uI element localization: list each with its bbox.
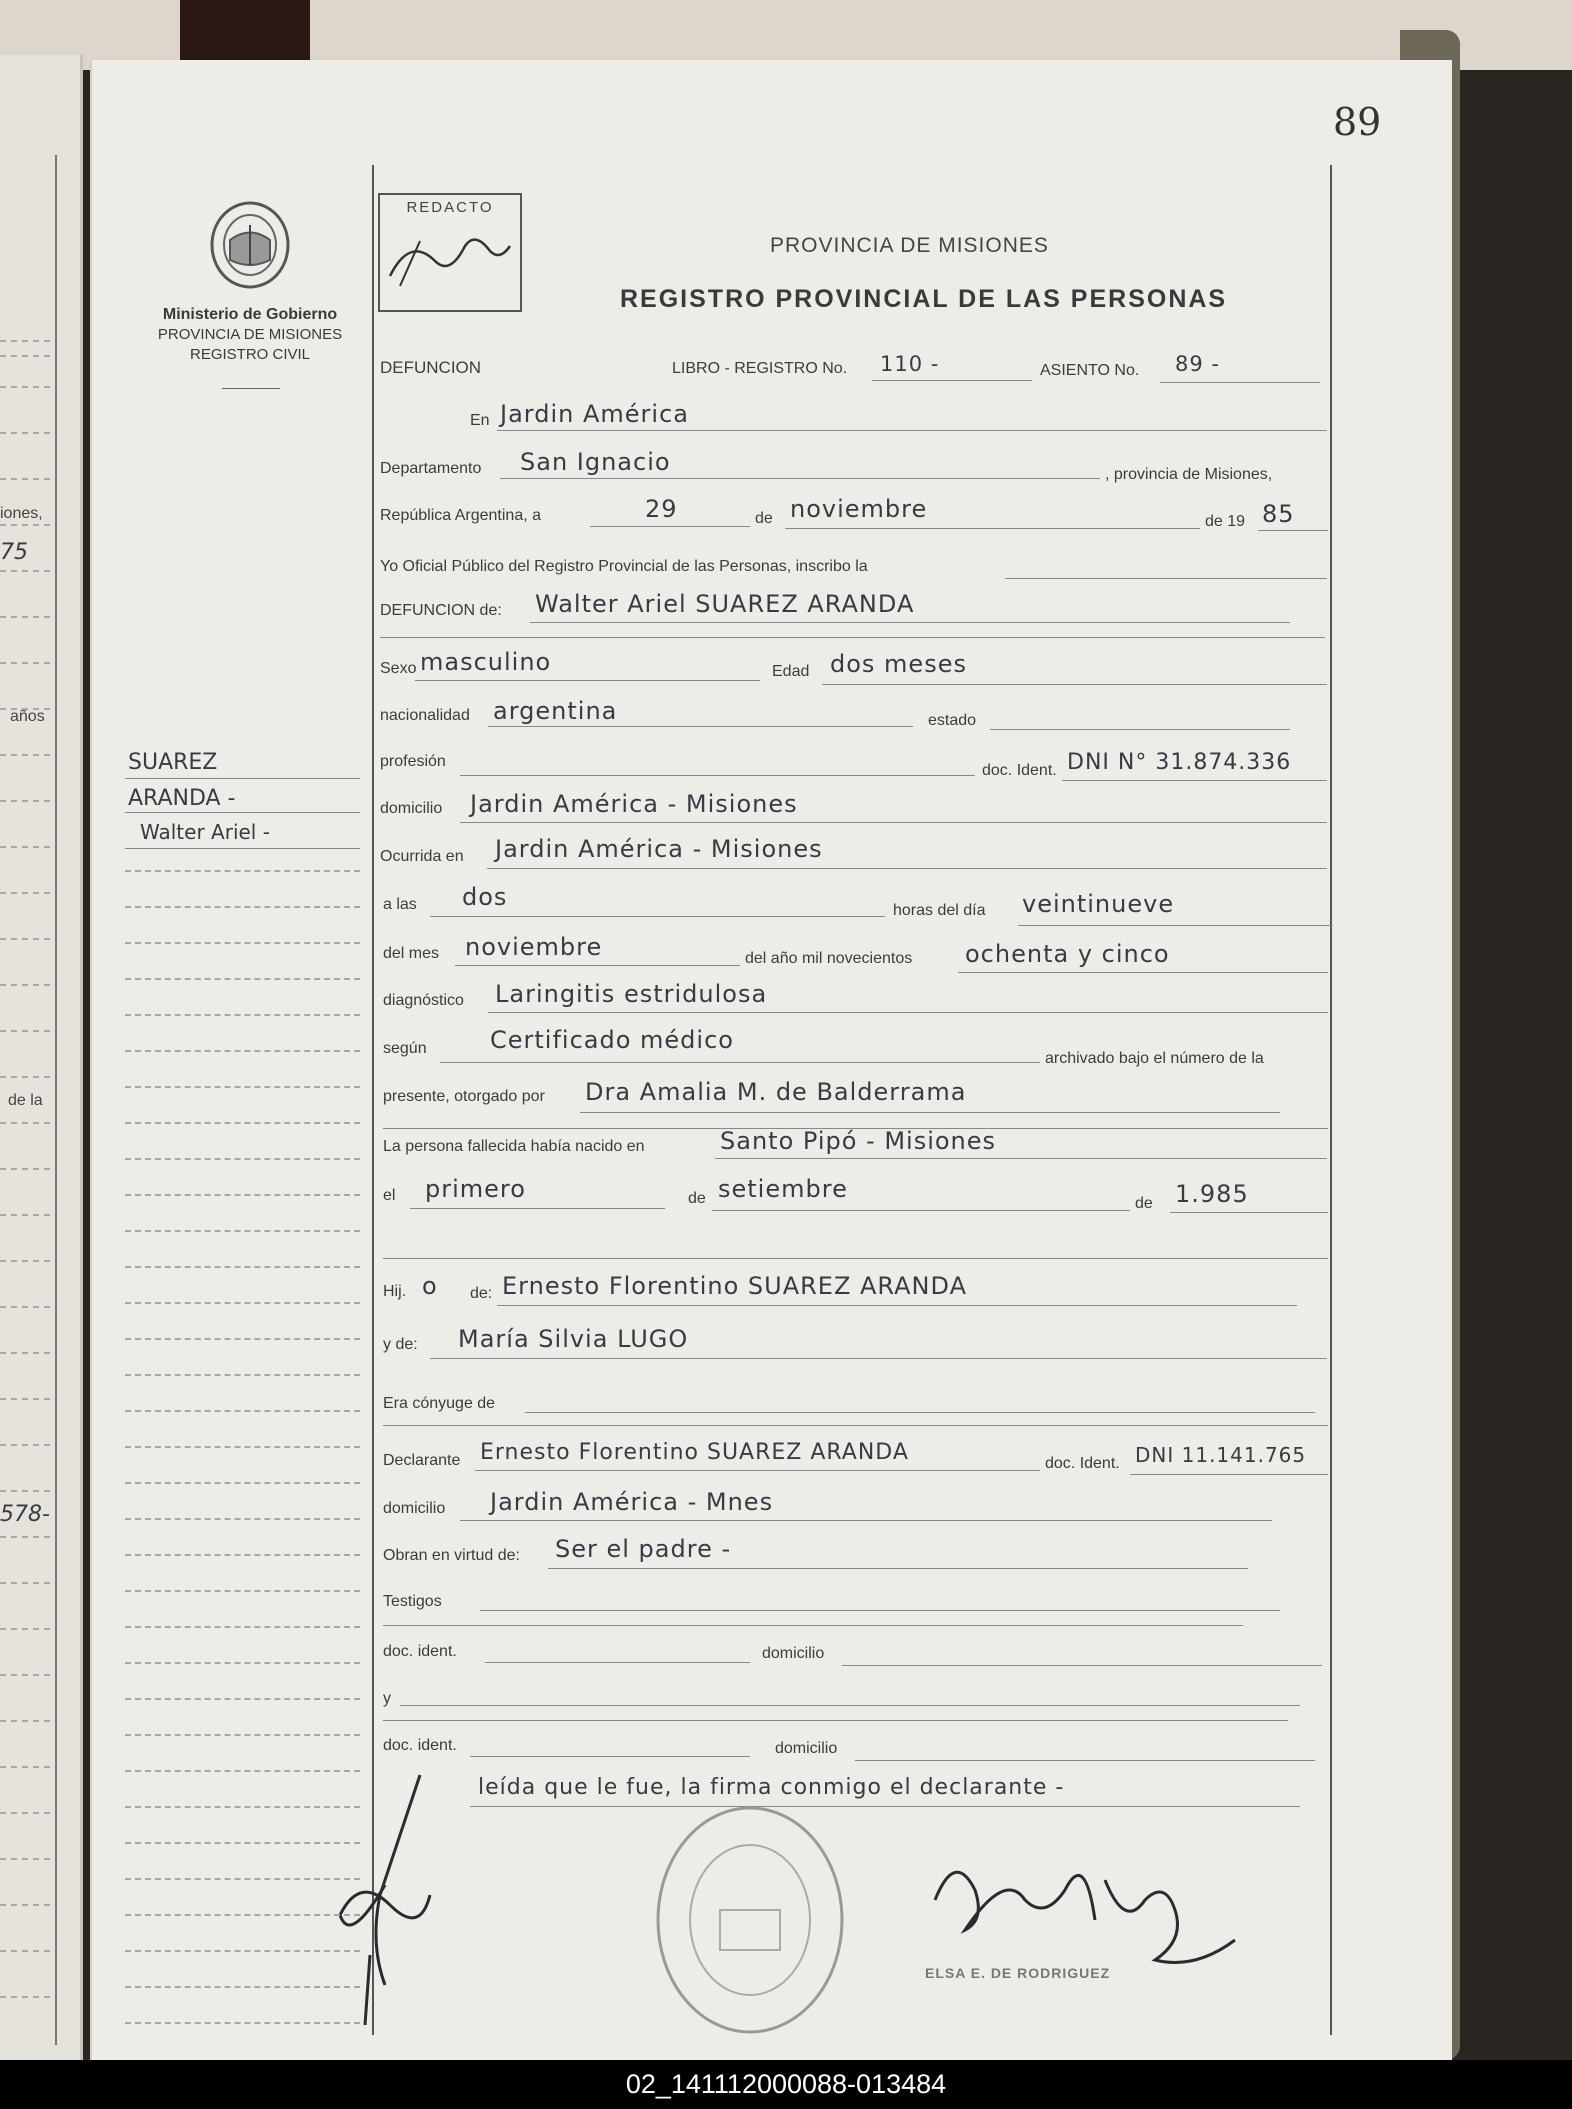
margin-ledger-line	[125, 1950, 360, 1952]
margin-ledger-line	[125, 1626, 360, 1628]
left-page-ledger-line	[0, 432, 50, 434]
domicilio3-label: domicilio	[762, 1645, 825, 1662]
left-facing-page	[0, 55, 83, 2065]
ocurrida-value: Jardin América - Misiones	[495, 835, 823, 863]
doc-ident-value: DNI N° 31.874.336	[1067, 750, 1292, 775]
left-page-ledger-line	[0, 708, 50, 710]
left-page-ledger-line	[0, 1812, 50, 1814]
de-label: de	[755, 510, 773, 527]
y-rule	[400, 1705, 1300, 1706]
republica-label: República Argentina, a	[380, 507, 541, 524]
margin-ledger-line	[125, 1086, 360, 1088]
ministry-underline	[222, 388, 280, 389]
defuncion-label: DEFUNCION	[380, 358, 482, 377]
diagnostico-rule	[488, 1012, 1328, 1013]
margin-ledger-line	[125, 1878, 360, 1880]
ocurrida-label: Ocurrida en	[380, 848, 464, 865]
left-page-ledger-line	[0, 1490, 50, 1492]
defuncion-de-value: Walter Ariel SUAREZ ARANDA	[535, 590, 915, 618]
el-label: el	[383, 1187, 396, 1204]
left-rule	[0, 355, 50, 357]
left-page-ledger-line	[0, 800, 50, 802]
profesion-rule	[460, 775, 975, 776]
left-page-ledger-line	[0, 340, 50, 342]
anio-value: 85	[1262, 500, 1295, 528]
el-rule	[410, 1208, 665, 1209]
left-page-ledger-line	[0, 984, 50, 986]
de-anio-label: de	[1135, 1195, 1153, 1212]
departamento-rule	[500, 478, 1100, 479]
sexo-rule	[415, 680, 760, 681]
de-anio-rule	[1170, 1212, 1328, 1213]
en-label: En	[470, 412, 490, 429]
segun-label: según	[383, 1040, 427, 1057]
left-page-ledger-line	[0, 662, 50, 664]
margin-ledger-line	[125, 1302, 360, 1304]
horas-rule	[1018, 925, 1333, 926]
margin-note-line1: SUAREZ	[128, 750, 218, 775]
de-mes-rule	[712, 1210, 1130, 1211]
asiento-value: 89 -	[1175, 352, 1220, 376]
left-page-ledger-line	[0, 1030, 50, 1032]
presente-label: presente, otorgado por	[383, 1088, 545, 1105]
margin-ledger-line	[125, 1914, 360, 1916]
anio-rule	[1258, 530, 1328, 531]
left-page-ledger-line	[0, 1858, 50, 1860]
conyuge-rule	[525, 1412, 1315, 1413]
left-page-ledger-line	[0, 1950, 50, 1952]
registry-heading: REGISTRO PROVINCIAL DE LAS PERSONAS	[620, 285, 1228, 313]
domicilio-value: Jardin América - Misiones	[470, 790, 798, 818]
defuncion-rule2	[380, 637, 1325, 638]
domicilio2-label: domicilio	[383, 1500, 446, 1517]
doc-ident2-rule	[1130, 1474, 1328, 1475]
ocurrida-rule	[487, 868, 1327, 869]
estado-label: estado	[928, 712, 977, 729]
mes-value: noviembre	[790, 495, 928, 523]
stamp-text: ELSA E. DE RODRIGUEZ	[925, 1965, 1111, 1981]
anio-mil-value: ochenta y cinco	[965, 940, 1170, 968]
sexo-label: Sexo	[380, 660, 417, 677]
margin-ledger-line	[125, 1518, 360, 1520]
departamento-label: Departamento	[380, 460, 482, 477]
sexo-value: masculino	[420, 648, 552, 676]
madre-rule	[430, 1358, 1327, 1359]
madre-value: María Silvia LUGO	[458, 1325, 689, 1353]
ministry-province: PROVINCIA DE MISIONES	[157, 326, 343, 343]
left-page-ledger-line	[0, 1766, 50, 1768]
domicilio2-value: Jardin América - Mnes	[490, 1488, 774, 1516]
margin-ledger-line	[125, 1194, 360, 1196]
page-number: 89	[1333, 100, 1382, 144]
y-label: y	[383, 1690, 391, 1707]
left-page-ledger-line	[0, 1904, 50, 1906]
nacionalidad-value: argentina	[493, 697, 618, 725]
domicilio-label: domicilio	[380, 800, 443, 817]
padre-rule	[497, 1305, 1297, 1306]
horas-value: veintinueve	[1022, 890, 1175, 918]
margin-ledger-line	[125, 1806, 360, 1808]
libro-value: 110 -	[880, 352, 940, 376]
left-fragment: 578-	[0, 1502, 50, 1527]
departamento-value: San Ignacio	[520, 448, 671, 476]
estado-rule	[990, 729, 1290, 730]
presente-rule	[580, 1112, 1280, 1113]
margin-ledger-line	[125, 1158, 360, 1160]
doc-ident2-label: doc. Ident.	[1045, 1455, 1120, 1472]
de-19-label: de 19	[1205, 513, 1246, 530]
a-las-label: a las	[383, 896, 417, 913]
del-mes-value: noviembre	[465, 933, 603, 961]
conyuge-label: Era cónyuge de	[383, 1395, 496, 1412]
left-page-ledger-line	[0, 478, 50, 480]
oficial-text: Yo Oficial Público del Registro Provincial de las Personas, inscribo la	[380, 558, 868, 575]
segun-rule	[440, 1062, 1040, 1063]
domicilio4-rule	[855, 1760, 1315, 1761]
margin-ledger-line	[125, 1986, 360, 1988]
domicilio4-label: domicilio	[775, 1740, 838, 1757]
margin-ledger-line	[125, 1554, 360, 1556]
nacido-rule	[715, 1158, 1327, 1159]
obran-value: Ser el padre -	[555, 1535, 732, 1563]
declarante-value: Ernesto Florentino SUAREZ ARANDA	[480, 1440, 909, 1465]
left-page-ledger-line	[0, 1214, 50, 1216]
defuncion-rule	[530, 622, 1290, 623]
declarante-label: Declarante	[383, 1452, 461, 1469]
en-rule	[497, 430, 1327, 431]
margin-note-rule	[125, 778, 360, 779]
margin-ledger-line	[125, 1338, 360, 1340]
de-mes-value: setiembre	[718, 1175, 848, 1203]
de-mes-label: de	[688, 1190, 706, 1207]
margin-ledger-line	[125, 870, 360, 872]
official-seal-icon	[650, 1800, 850, 2040]
coat-of-arms-icon	[205, 195, 295, 295]
left-page-ledger-line	[0, 1582, 50, 1584]
left-page-ledger-line	[0, 754, 50, 756]
left-page-ledger-line	[0, 1398, 50, 1400]
left-page-ledger-line	[0, 1536, 50, 1538]
margin-note-line3: Walter Ariel -	[140, 820, 270, 844]
hij-de-label: de:	[470, 1285, 493, 1302]
margin-ledger-line	[125, 1590, 360, 1592]
doc-ident4-rule	[470, 1756, 750, 1757]
doc-ident3-label: doc. ident.	[383, 1643, 457, 1660]
dia-value: 29	[645, 495, 678, 523]
closing-rule	[470, 1806, 1300, 1807]
provincia-suffix: , provincia de Misiones,	[1105, 466, 1273, 483]
margin-ledger-line	[125, 1122, 360, 1124]
left-page-ledger-line	[0, 386, 50, 388]
doc-ident-rule	[1062, 780, 1327, 781]
left-page-ledger-line	[0, 1720, 50, 1722]
closing-text: leída que le fue, la firma conmigo el declarante -	[478, 1775, 1065, 1800]
anio-mil-label: del año mil novecientos	[745, 950, 913, 967]
margin-ledger-line	[125, 978, 360, 980]
doc-ident2-value: DNI 11.141.765	[1135, 1443, 1307, 1467]
ministry-block	[135, 305, 365, 365]
domicilio2-rule	[460, 1520, 1272, 1521]
left-page-ledger-line	[0, 1076, 50, 1078]
a-las-value: dos	[462, 883, 508, 911]
obran-label: Obran en virtud de:	[383, 1547, 520, 1564]
dia-rule	[590, 526, 750, 527]
defuncion-de-label: DEFUNCION de:	[380, 602, 502, 619]
doc-ident3-rule	[485, 1662, 750, 1663]
archivado-label: archivado bajo el número de la	[1045, 1050, 1264, 1067]
redacto-box	[378, 193, 522, 312]
asiento-label: ASIENTO No.	[1040, 362, 1140, 379]
margin-ledger-line	[125, 1374, 360, 1376]
profesion-label: profesión	[380, 753, 446, 770]
edad-rule	[822, 684, 1327, 685]
declarante-rule	[475, 1470, 1040, 1471]
signature-icon	[915, 1810, 1275, 1990]
left-page-ledger-line	[0, 1306, 50, 1308]
form-left-border	[372, 165, 374, 2035]
left-page-ledger-line	[0, 570, 50, 572]
segun-value: Certificado médico	[490, 1026, 734, 1054]
margin-ledger-line	[125, 1266, 360, 1268]
margin-ledger-line	[125, 942, 360, 944]
margin-ledger-line	[125, 906, 360, 908]
en-value: Jardin América	[500, 400, 689, 428]
ministry-registry: REGISTRO CIVIL	[189, 346, 311, 363]
diagnostico-label: diagnóstico	[383, 992, 464, 1009]
horas-label: horas del día	[893, 902, 986, 919]
left-page-ledger-line	[0, 892, 50, 894]
redacto-label: REDACTO	[406, 199, 494, 216]
left-page-ledger-line	[0, 938, 50, 940]
libro-label: LIBRO - REGISTRO No.	[672, 360, 848, 377]
margin-ledger-line	[125, 1770, 360, 1772]
margin-ledger-line	[125, 1482, 360, 1484]
nacido-value: Santo Pipó - Misiones	[720, 1127, 997, 1155]
file-id-footer: 02_141112000088-013484	[0, 2060, 1572, 2109]
left-page-ledger-line	[0, 524, 50, 526]
province-heading: PROVINCIA DE MISIONES	[770, 234, 1049, 257]
blank-rule	[383, 1258, 1328, 1259]
left-fragment: años	[10, 708, 45, 725]
margin-ledger-line	[125, 1230, 360, 1232]
margin-ledger-line	[125, 1662, 360, 1664]
hij-o-value: o	[422, 1272, 438, 1300]
hij-label: Hij.	[383, 1283, 407, 1300]
left-page-margin-line	[55, 155, 57, 2045]
margin-ledger-line	[125, 1734, 360, 1736]
y-de-label: y de:	[383, 1336, 418, 1353]
form-right-border	[1330, 165, 1332, 2035]
libro-rule	[872, 380, 1032, 381]
margin-ledger-line	[125, 1050, 360, 1052]
edad-label: Edad	[772, 663, 810, 680]
margin-note-line2: ARANDA -	[128, 786, 236, 811]
oficial-rule	[1005, 578, 1327, 579]
doc-ident4-label: doc. ident.	[383, 1737, 457, 1754]
left-page-ledger-line	[0, 1168, 50, 1170]
margin-ledger-line	[125, 1014, 360, 1016]
margin-ledger-line	[125, 2022, 360, 2024]
testigos-rule2	[383, 1625, 1243, 1626]
testigos-rule	[480, 1610, 1280, 1611]
y-rule2	[383, 1720, 1288, 1721]
margin-note-rule	[125, 848, 360, 849]
anio-mil-rule	[958, 972, 1328, 973]
left-fragment: 75	[0, 540, 28, 565]
redacto-signature-icon	[380, 216, 516, 296]
domicilio-rule	[460, 822, 1327, 823]
edad-value: dos meses	[830, 650, 967, 678]
asiento-rule	[1160, 382, 1320, 383]
left-fragment: iones,	[0, 505, 43, 522]
left-page-ledger-line	[0, 1444, 50, 1446]
left-page-ledger-line	[0, 1352, 50, 1354]
left-page-ledger-line	[0, 1122, 50, 1124]
dark-book-corner	[180, 0, 310, 60]
de-anio-value: 1.985	[1175, 1180, 1249, 1208]
domicilio3-rule	[842, 1665, 1322, 1666]
margin-ledger-line	[125, 1698, 360, 1700]
left-page-ledger-line	[0, 1260, 50, 1262]
left-page-ledger-line	[0, 1628, 50, 1630]
nacionalidad-label: nacionalidad	[380, 707, 470, 724]
ministry-title: Ministerio de Gobierno	[162, 306, 338, 323]
margin-note-rule	[125, 812, 360, 813]
a-las-rule	[430, 916, 885, 917]
left-page-ledger-line	[0, 616, 50, 618]
left-page-ledger-line	[0, 846, 50, 848]
nacionalidad-rule	[488, 726, 913, 727]
presente-value: Dra Amalia M. de Balderrama	[585, 1078, 967, 1106]
conyuge-rule2	[383, 1425, 1328, 1426]
diagnostico-value: Laringitis estridulosa	[495, 980, 768, 1008]
del-mes-rule	[455, 965, 740, 966]
el-value: primero	[425, 1175, 526, 1203]
margin-ledger-line	[125, 1410, 360, 1412]
del-mes-label: del mes	[383, 945, 440, 962]
nacido-label: La persona fallecida había nacido en	[383, 1138, 645, 1155]
padre-value: Ernesto Florentino SUAREZ ARANDA	[502, 1272, 967, 1300]
left-page-ledger-line	[0, 1996, 50, 1998]
margin-ledger-line	[125, 1842, 360, 1844]
mes-rule	[785, 528, 1200, 529]
left-fragment: de la	[8, 1092, 43, 1109]
margin-ledger-line	[125, 1446, 360, 1448]
doc-ident-label: doc. Ident.	[982, 762, 1057, 779]
obran-rule	[548, 1568, 1248, 1569]
testigos-label: Testigos	[383, 1593, 442, 1610]
left-page-ledger-line	[0, 1674, 50, 1676]
